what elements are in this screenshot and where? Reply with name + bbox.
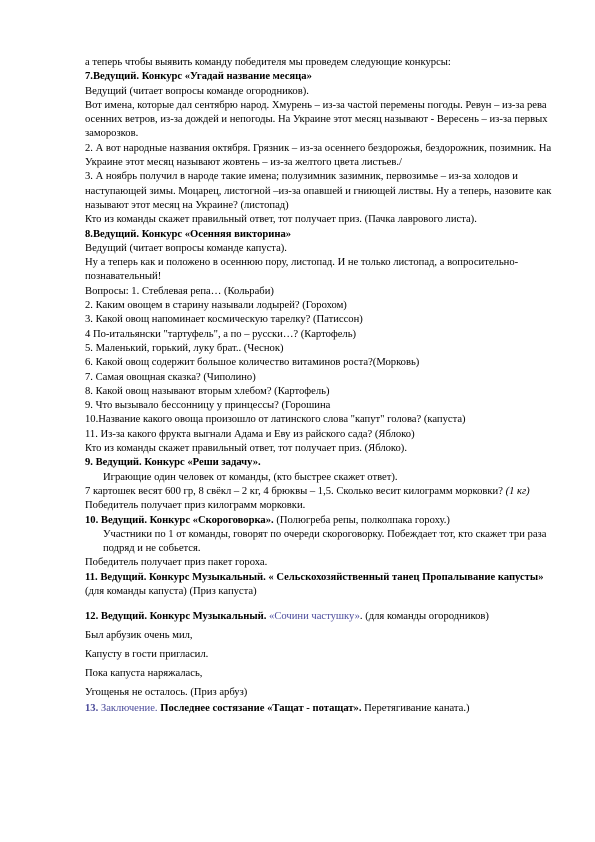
contest-8-host: Ведущий	[92, 228, 137, 240]
contest-8-prize: Кто из команды скажет правильный ответ, тот получает приз. (Яблоко).	[85, 443, 407, 455]
contest-13-heading	[85, 702, 555, 716]
verse-line: Угощенья не осталось. (Приз арбуз)	[85, 687, 248, 699]
contest-9-paragraph-1: Играющие один человек от команды, (кто быстрее скажет ответ).	[103, 471, 398, 483]
contest-10-heading	[85, 514, 555, 528]
intro-text: а теперь чтобы выявить команду победителя мы проведем следующие конкурсы:	[85, 57, 451, 68]
contest-13-note: Перетягивание каната.)	[361, 703, 470, 715]
contest-13-title: Последнее состязание «Тащат - потащат».	[157, 703, 362, 715]
contest-8-title: . Конкурс «Осенняя викторина»	[136, 228, 292, 240]
contest-7-host: Ведущий	[92, 71, 137, 83]
contest-12-number: 12.	[85, 611, 101, 623]
contest-8-heading	[85, 228, 555, 242]
contest-13-number: 13.	[85, 703, 101, 715]
contest-7-paragraph-3: 3. А ноябрь получил в народе такие имена; полузимник зазимник, первозимье – из-за холодов и наступающей зимы. Моцарец, листогной –из-за опавшей и гниющей листвы. Ну а теперь, назовите как называют этот месяц на Украине? (листопад)	[85, 171, 552, 211]
contest-12-host: Ведущий	[100, 611, 145, 623]
contest-11-host: Ведущий	[100, 571, 144, 583]
contest-7-paragraph-2: 2. А вот народные названия октября. Грязник – из-за осеннего бездорожья, бездорожник, позимник. На Украине этот месяц называют жовтень – из-за желтого цвета листьев./	[85, 142, 552, 169]
contest-10-prize: Победитель получает приз пакет гороха.	[85, 557, 268, 569]
verse-line: Пока капуста наряжалась,	[85, 668, 203, 680]
question-line: 11. Из-за какого фрукта выгнали Адама и Еву из райского сада? (Яблоко)	[85, 428, 415, 440]
contest-7-title: . Конкурс «Угадай название месяца»	[136, 71, 312, 83]
contest-13-conclusion: Заключение.	[100, 703, 158, 715]
question-line: 2. Каким овощем в старину называли лодырей? (Горохом)	[85, 300, 347, 312]
contest-12-note: . (для команды огородников)	[359, 611, 489, 623]
question-line: 8. Какой овощ называют вторым хлебом? (Картофель)	[85, 385, 330, 397]
contest-9-title: . Конкурс «Реши задачу».	[139, 457, 261, 469]
document-page	[85, 56, 555, 717]
verse-line: Был арбузик очень мил,	[85, 630, 193, 642]
contest-9-paragraph-2	[85, 485, 555, 499]
contest-9-task: 7 картошек весят 600 гр, 8 свёкл – 2 кг, 4 брюквы – 1,5. Сколько весит килограмм морковки?	[85, 485, 506, 497]
contest-11-title: . Конкурс Музыкальный. « Сельскохозяйственный танец Пропалывание капусты»	[143, 571, 544, 583]
contest-7-prize: Кто из команды скажет правильный ответ, тот получает приз. (Пачка лаврового листа).	[85, 214, 477, 226]
contest-10-note: (Полюгреба репы, полколпака гороху.)	[273, 514, 450, 526]
contest-10-host: Ведущий	[100, 514, 145, 526]
contest-9-host: Ведущий	[95, 457, 140, 469]
contest-12-task: «Сочини частушку»	[269, 611, 360, 623]
contest-11-note: (для команды капуста) (Приз капуста)	[85, 585, 257, 597]
contest-10-number: 10.	[85, 514, 101, 526]
contest-7-reads: Ведущий (читает вопросы команде огородников).	[85, 85, 309, 97]
question-line: 10.Название какого овоща произошло от латинского слова "капут" голова? (капуста)	[85, 414, 466, 426]
contest-7-number: 7.	[85, 71, 93, 83]
contest-9-number: 9.	[85, 457, 96, 469]
contest-8-number: 8.	[85, 228, 93, 240]
question-line: Вопросы: 1. Стеблевая репа… (Кольраби)	[85, 285, 274, 297]
question-line: 6. Какой овощ содержит большое количество витаминов роста?(Морковь)	[85, 357, 420, 369]
contest-7-heading	[85, 70, 555, 84]
question-line: 4 По-итальянски "тартуфель", а по – русски…? (Картофель)	[85, 328, 357, 340]
contest-9-prize: Победитель получает приз килограмм морковки.	[85, 500, 306, 512]
contest-10-title: . Конкурс «Скороговорка».	[144, 514, 274, 526]
contest-11-number: 11.	[85, 571, 101, 583]
contest-8-paragraph-1: Ну а теперь как и положено в осеннюю пору, листопад. И не только листопад, а вопросительно-познавательный!	[85, 257, 519, 283]
contest-8-reads: Ведущий (читает вопросы команде капуста).	[85, 242, 287, 254]
contest-11-heading	[85, 571, 555, 600]
contest-12-heading	[85, 607, 555, 626]
question-line: 3. Какой овощ напоминает космическую тарелку? (Патиссон)	[85, 314, 363, 326]
contest-9-answer: (1 кг)	[505, 485, 530, 497]
contest-7-paragraph-1: Вот имена, которые дал сентябрю народ. Хмурень – из-за частой перемены погоды. Ревун – из-за рева осенних ветров, из-за дождей и непогоды. На Украине этот месяц называют - Вересень – из-за первых заморозков.	[85, 99, 548, 140]
question-line: 7. Самая овощная сказка? (Чиполино)	[85, 371, 256, 383]
contest-10-paragraph-1: Участники по 1 от команды, говорят по очереди скороговорку. Побеждает тот, кто скажет три раза подряд и не собьется.	[103, 528, 547, 555]
contest-12-title: . Конкурс Музыкальный.	[144, 611, 270, 623]
question-line: 5. Маленький, горький, луку брат.. (Чеснок)	[85, 342, 284, 354]
question-line: 9. Что вызывало бессонницу у принцессы? (Горошина	[85, 400, 331, 412]
contest-9-heading	[85, 456, 555, 470]
verse-line: Капусту в гости пригласил.	[85, 649, 209, 661]
